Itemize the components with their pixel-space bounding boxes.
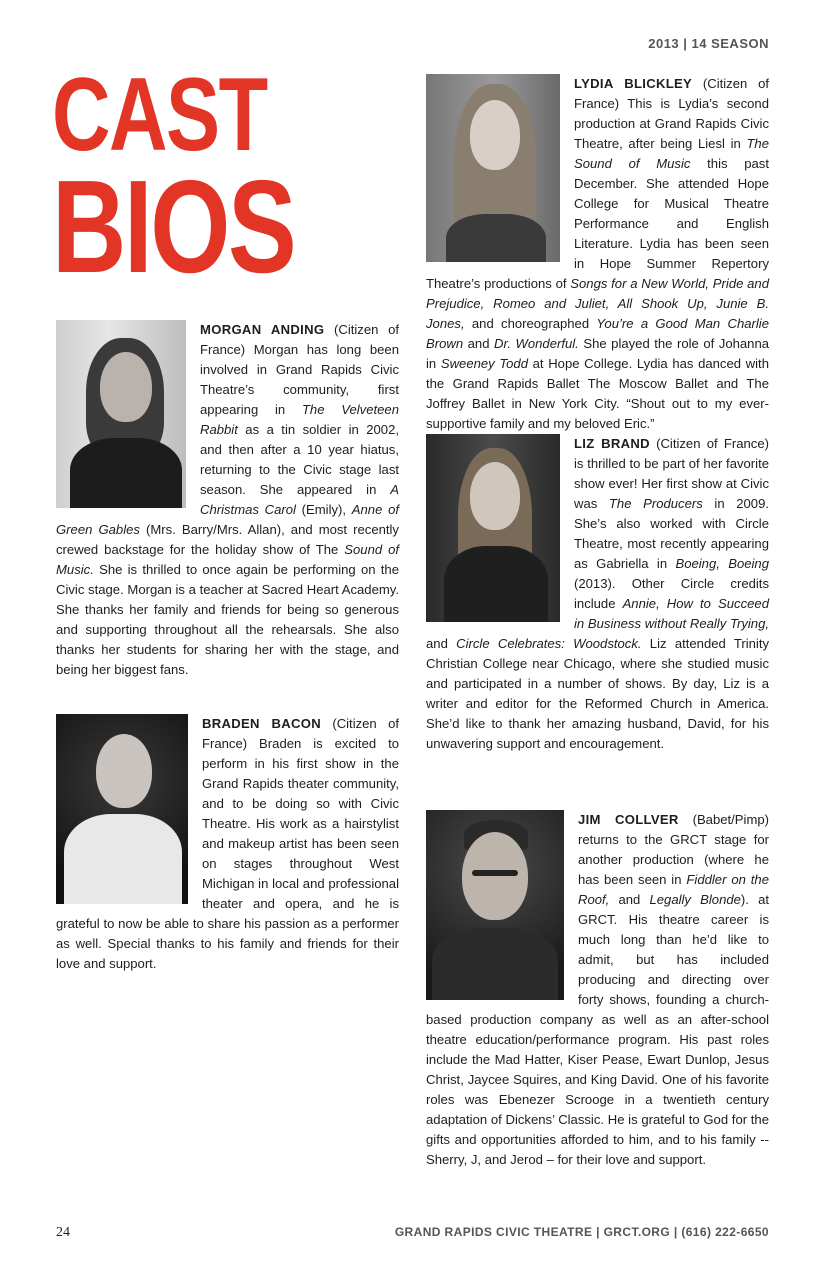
page-number: 24 — [56, 1225, 70, 1240]
bio-braden-bacon: BRADEN BACON (Citizen of France) Braden is excited to perform in his first show in the Grand Rapids theater community, and to be doing so with Civic Theatre. His work as a hairstylist and makeup artist has been seen on stages throughout West Michigan in local and professional theater and opera, and he is grateful to now be able to share his passion as a performer as well. Special thanks to his family and friends for their love and support. — [56, 716, 399, 971]
bio-liz-brand: LIZ BRAND (Citizen of France) is thrilled to be part of her favorite show ever! Her first show at Civic was The Producers in 2009. She’s also worked with Circle Theatre, most recently appearing as Gabriella in Boeing, Boeing (2013). Other Circle credits include Annie, How to Succeed in Business without Really Trying, and Circle Celebrates: Woodstock. Liz attended Trinity Christian College near Chicago, where she studied music and participated in a number of shows. By day, Liz is a writer and editor for the Reformed Church in America. She’d like to thank her amazing husband, David, for his unwavering support and encouragement. — [426, 436, 770, 751]
bio-name: LIZ BRAND — [574, 436, 650, 451]
footer-contact: GRAND RAPIDS CIVIC THEATRE | GRCT.ORG | (616) 222-6650 — [394, 1225, 769, 1239]
headshot-jim-collver — [426, 810, 564, 1000]
bio-jim-collver: JIM COLLVER (Babet/Pimp) returns to the GRCT stage for another production (where he has been seen in Fiddler on the Roof, and Legally Blonde). at GRCT. His theatre career is much long than he’d like to admit, but has included producing and directing over forty shows, founding a church-based production company as well as an after-school theatre education/performance program. His past roles include the Mad Hatter, Kiser Pease, Ewart Dunlop, Jesus Christ, Jaycee Squires, and King David. One of his favorite roles was Ebenezer Scrooge in a twentieth century adaptation of Dickens’ Classic. He is grateful to God for the gifts and opportunities afforded to him, and to his family -- Sherry, J, and Jerod – for their love and support. — [426, 812, 770, 1167]
bio-name: BRADEN BACON — [202, 716, 321, 731]
title-line-cast: CAST — [52, 57, 267, 173]
headshot-liz-brand — [426, 434, 560, 622]
bio-name: JIM COLLVER — [578, 812, 679, 827]
bio-name: LYDIA BLICKLEY — [574, 76, 693, 91]
page-title — [52, 57, 295, 300]
bio-morgan-anding: MORGAN ANDING (Citizen of France) Morgan has long been involved in Grand Rapids Civic Theatre’s community, first appearing in The Velveteen Rabbit as a tin soldier in 2002, and then after a 10 year hiatus, returning to the Civic stage last season. She appeared in A Christmas Carol (Emily), Anne of Green Gables (Mrs. Barry/Mrs. Allan), and most recently crewed backstage for the holiday show of The Sound of Music. She is thrilled to once again be performing on the Civic stage. Morgan is a teacher at Sacred Heart Academy. She thanks her family and friends for being so generous and supporting throughout all the rehearsals. She also thanks her students for sharing her with the stage, and being her biggest fans. — [56, 322, 400, 677]
season-label: 2013 | 14 SEASON — [648, 36, 769, 51]
headshot-braden-bacon — [56, 714, 188, 904]
headshot-lydia-blickley — [426, 74, 560, 262]
bio-lydia-blickley: LYDIA BLICKLEY (Citizen of France) This is Lydia’s second production at Grand Rapids Civic Theatre, after being Liesl in The Sound of Music this past December. She attended Hope College for Musical Theatre Performance and English Literature. Lydia has been seen in Hope Summer Repertory Theatre’s productions of Songs for a New World, Pride and Prejudice, Romeo and Juliet, All Shook Up, Junie B. Jones, and choreographed You’re a Good Man Charlie Brown and Dr. Wonderful. She played the role of Johanna in Sweeney Todd at Hope College. Lydia has danced with the Grand Rapids Ballet The Moscow Ballet and The Joffrey Ballet in New York City. “Shout out to my ever-supportive family and my beloved Eric.” — [426, 76, 770, 431]
bio-name: MORGAN ANDING — [200, 322, 325, 337]
title-line-bios: BIOS — [52, 152, 295, 300]
headshot-morgan-anding — [56, 320, 186, 508]
